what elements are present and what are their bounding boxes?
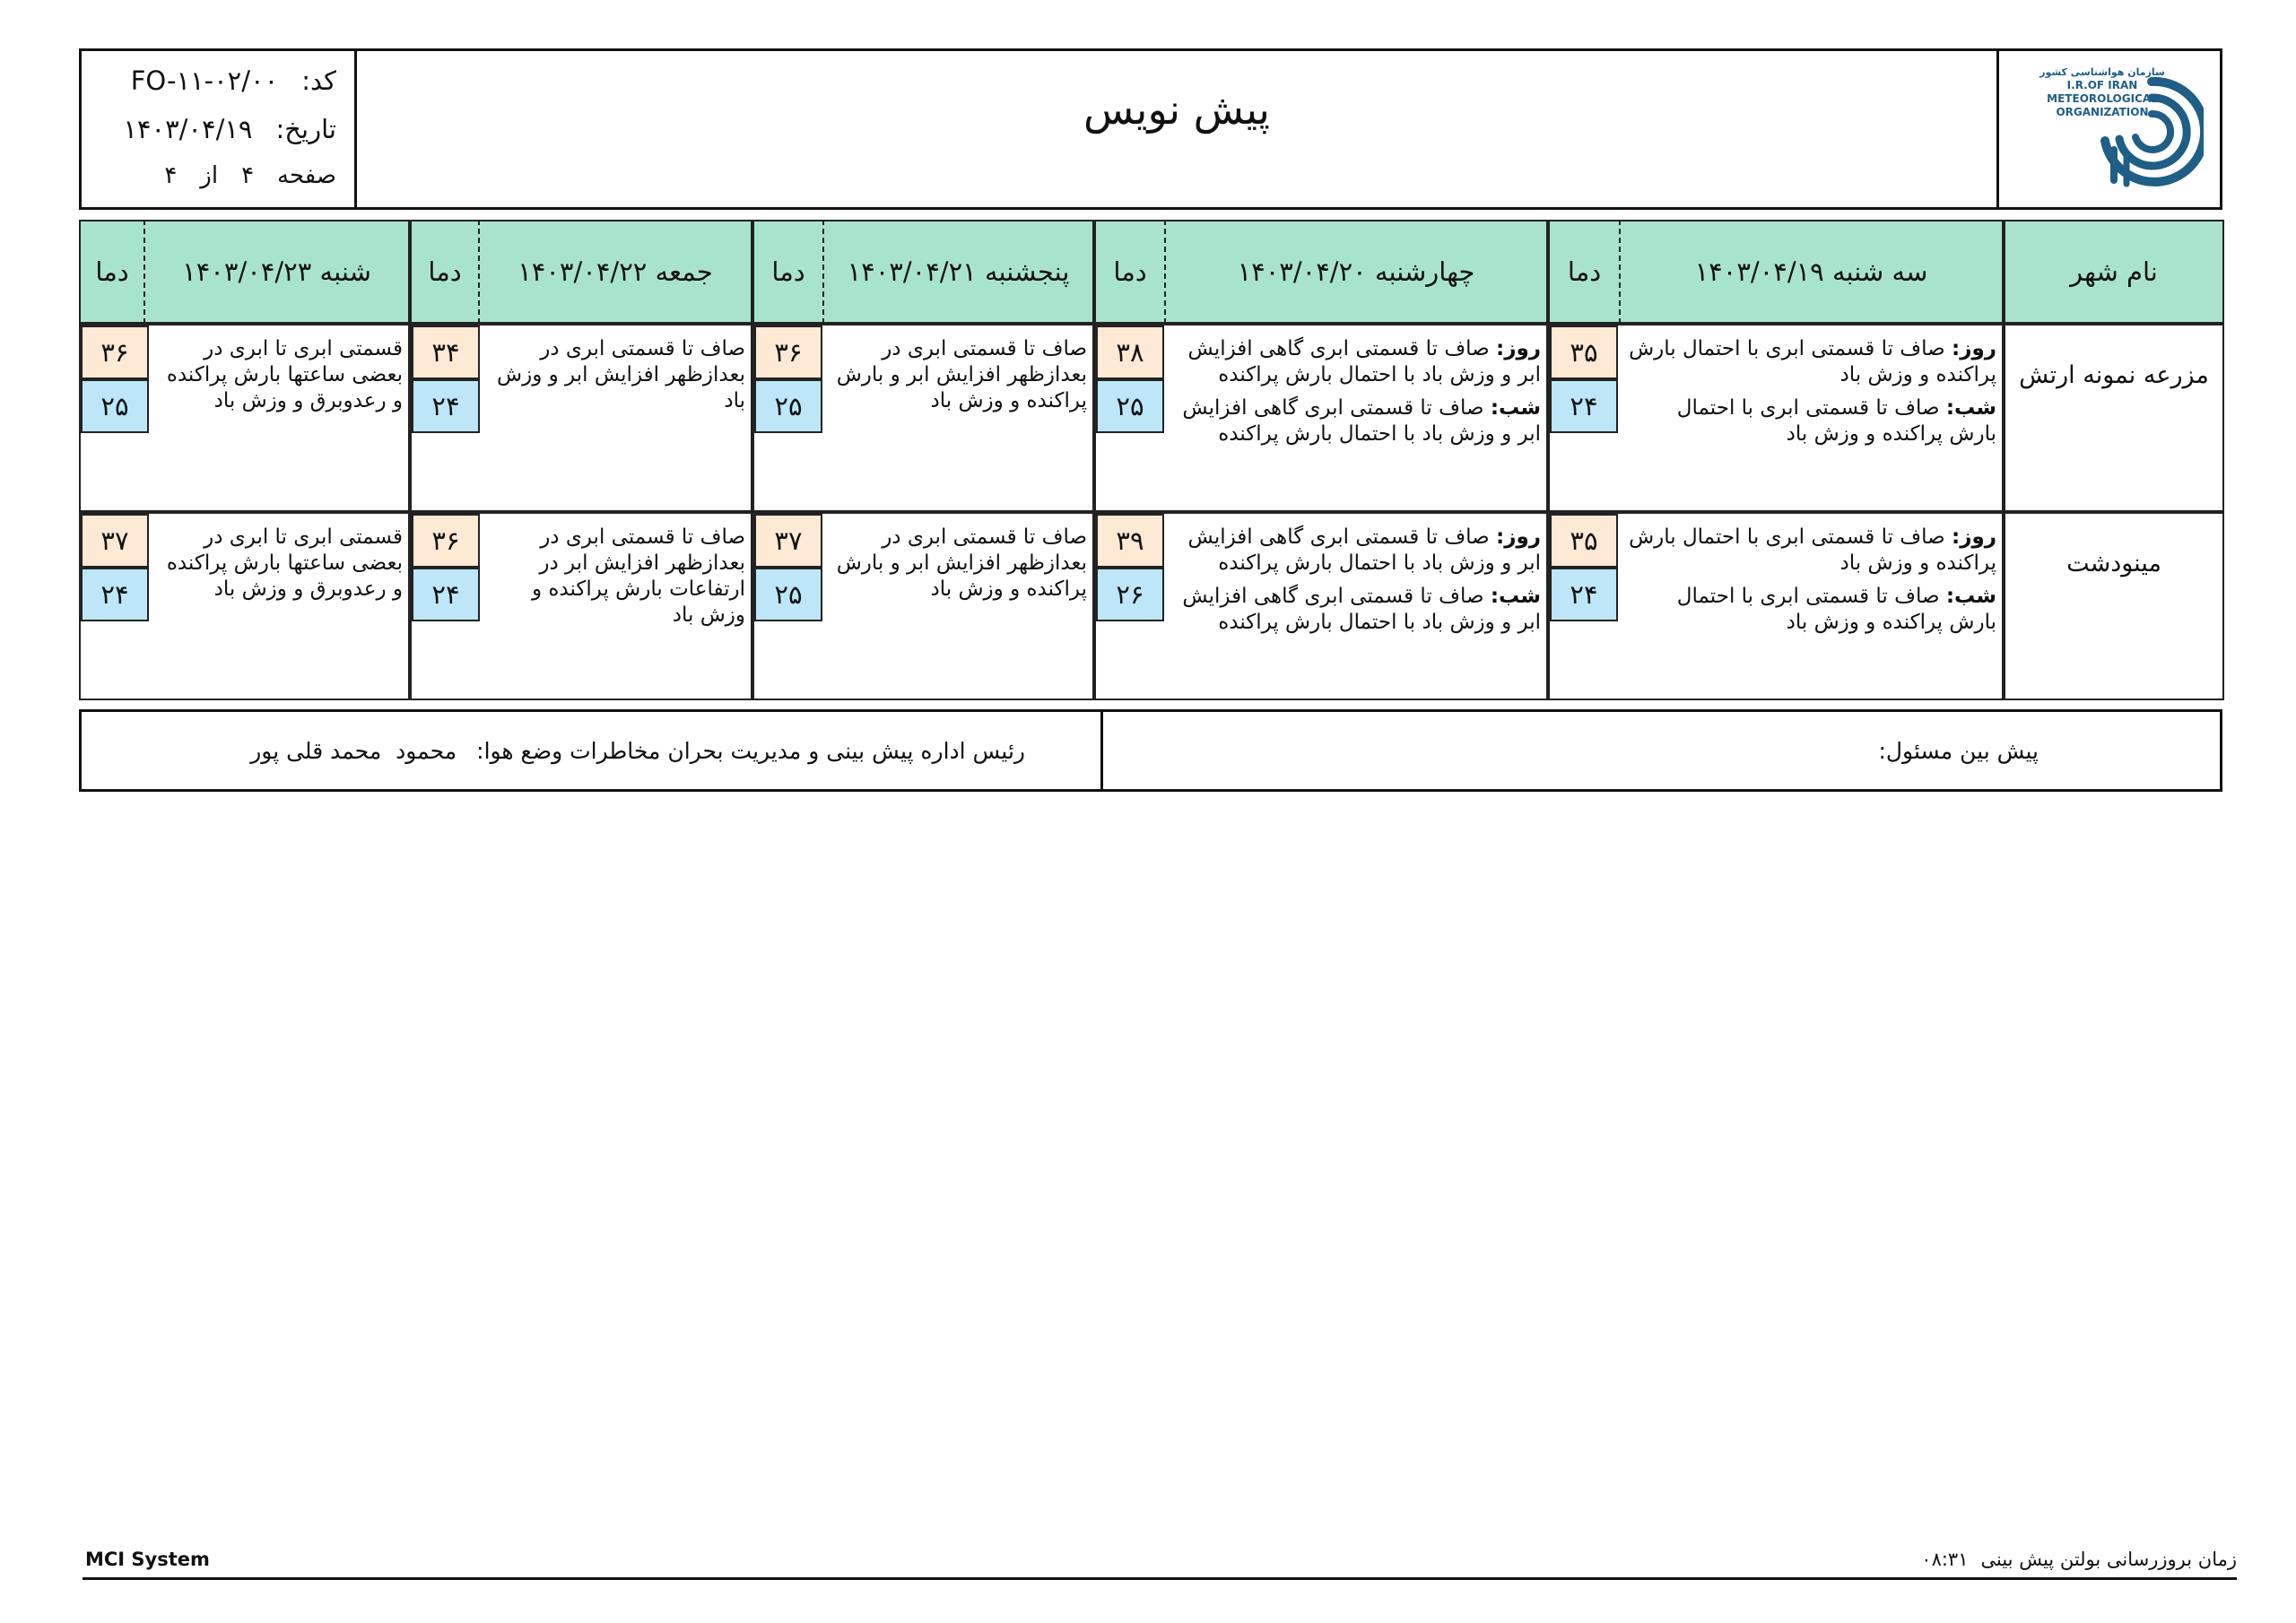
- max-temp: ۳۵: [1550, 514, 1618, 568]
- night-forecast-text: صاف تا قسمتی ابری با احتمال بارش پراکنده و وزش باد: [1676, 585, 1996, 634]
- day-forecast: [1171, 336, 1541, 388]
- head-name: محمود محمد قلی پور: [250, 737, 457, 764]
- update-label: زمان بروزرسانی بولتن پیش بینی: [1980, 1549, 2237, 1570]
- page-label: صفحه: [277, 162, 336, 189]
- temp-header-3: دما: [752, 220, 822, 324]
- code-value: FO-۱۱-۰۲/۰۰: [130, 65, 279, 96]
- footer-divider: [83, 1577, 2237, 1580]
- forecast-cell: [752, 324, 1094, 512]
- min-temp: ۲۴: [412, 379, 480, 433]
- date-row: [123, 114, 336, 144]
- day-header-1: سه شنبه ۱۴۰۳/۰۴/۱۹: [1619, 220, 2004, 324]
- min-temp: ۲۵: [754, 379, 822, 433]
- day-forecast-text: صاف تا قسمتی ابری گاهی افزایش ابر و وزش باد با احتمال بارش پراکنده: [1187, 337, 1541, 386]
- city-name: مزرعه نمونه ارتش: [2004, 324, 2224, 512]
- min-temp: ۲۶: [1096, 568, 1164, 621]
- day-label: روز:: [1496, 525, 1541, 549]
- logo-text-en-2: METEOROLOGICAL: [2047, 92, 2158, 105]
- forecast-cell: [410, 324, 752, 512]
- min-temp: ۲۴: [412, 568, 480, 621]
- forecast-cell: [79, 512, 410, 700]
- forecast-cell: [79, 324, 410, 512]
- forecast-text: صاف تا قسمتی ابری در بعدازظهر افزایش ابر و وزش باد: [497, 337, 745, 412]
- max-temp: ۳۸: [1096, 325, 1164, 379]
- signature-divider: [1100, 712, 1103, 789]
- day-header-4: جمعه ۱۴۰۳/۰۴/۲۲: [478, 220, 752, 324]
- forecast-cell: [1548, 512, 2004, 700]
- date-label: تاریخ:: [275, 114, 336, 144]
- forecast-cell: [1548, 324, 2004, 512]
- page-title: پیش نویس: [1083, 85, 1270, 134]
- forecast-table: [79, 220, 2224, 700]
- min-temp: ۲۴: [1550, 379, 1618, 433]
- night-forecast: [1625, 584, 1996, 636]
- date-value: ۱۴۰۳/۰۴/۱۹: [123, 114, 253, 144]
- day-forecast: [1625, 525, 1996, 577]
- night-forecast: [1171, 395, 1541, 447]
- max-temp: ۳۶: [754, 325, 822, 379]
- day-forecast-text: صاف تا قسمتی ابری با احتمال بارش پراکنده و وزش باد: [1629, 525, 1996, 575]
- footer-system-name: MCI System: [85, 1549, 210, 1570]
- temp-header-5: دما: [79, 220, 144, 324]
- temp-header-1: دما: [1548, 220, 1619, 324]
- day-label: روز:: [1952, 337, 1996, 360]
- night-forecast: [1171, 584, 1541, 636]
- page-of: از: [200, 162, 219, 189]
- min-temp: ۲۵: [81, 379, 149, 433]
- forecaster-field: [1099, 712, 2220, 789]
- head-label: رئیس اداره پیش بینی و مدیریت بحران مخاطرات وضع هوا:: [476, 737, 1025, 764]
- forecaster-label: پیش بین مسئول:: [1878, 737, 2039, 764]
- min-temp: ۲۵: [1096, 379, 1164, 433]
- forecast-text: صاف تا قسمتی ابری در بعدازظهر افزایش ابر و بارش پراکنده و وزش باد: [836, 337, 1087, 412]
- page-total: ۴: [164, 162, 178, 189]
- day-header-2: چهارشنبه ۱۴۰۳/۰۴/۲۰: [1164, 220, 1548, 324]
- document-header: [79, 48, 2222, 210]
- night-label: شب:: [1945, 585, 1996, 608]
- max-temp: ۳۹: [1096, 514, 1164, 568]
- city-name: مینودشت: [2004, 512, 2224, 700]
- forecast-text: صاف تا قسمتی ابری در بعدازظهر افزایش ابر در ارتفاعات بارش پراکنده و وزش باد: [531, 525, 745, 627]
- day-forecast-text: صاف تا قسمتی ابری با احتمال بارش پراکنده و وزش باد: [1629, 337, 1996, 386]
- day-header-5: شنبه ۱۴۰۳/۰۴/۲۳: [144, 220, 410, 324]
- day-forecast: [1625, 336, 1996, 388]
- update-time: ۰۸:۳۱: [1921, 1549, 1969, 1570]
- signature-box: [79, 709, 2222, 792]
- max-temp: ۳۴: [412, 325, 480, 379]
- forecast-text: صاف تا قسمتی ابری در بعدازظهر افزایش ابر و بارش پراکنده و وزش باد: [836, 525, 1087, 601]
- night-label: شب:: [1490, 396, 1541, 420]
- max-temp: ۳۷: [754, 514, 822, 568]
- night-forecast: [1625, 395, 1996, 447]
- max-temp: ۳۶: [81, 325, 149, 379]
- max-temp: ۳۶: [412, 514, 480, 568]
- page-current: ۴: [241, 162, 255, 189]
- min-temp: ۲۴: [81, 568, 149, 621]
- head-field: [82, 712, 1100, 789]
- logo-text-en-3: ORGANIZATION: [2056, 106, 2149, 118]
- forecast-text: قسمتی ابری تا ابری در بعضی ساعتها بارش پراکنده و رعدوبرق و وزش باد: [166, 337, 403, 412]
- document-meta: [82, 51, 357, 207]
- temp-header-4: دما: [410, 220, 478, 324]
- page-row: [164, 162, 336, 189]
- night-label: شب:: [1945, 396, 1996, 420]
- forecast-cell: [410, 512, 752, 700]
- max-temp: ۳۷: [81, 514, 149, 568]
- forecast-cell: [752, 512, 1094, 700]
- organization-logo: [1996, 51, 2220, 207]
- forecast-cell: [1094, 512, 1548, 700]
- day-label: روز:: [1496, 337, 1541, 360]
- logo-text-fa: سازمان هواشناسی کشور: [2039, 66, 2165, 78]
- night-label: شب:: [1490, 585, 1541, 608]
- city-header: نام شهر: [2004, 220, 2224, 324]
- night-forecast-text: صاف تا قسمتی ابری با احتمال بارش پراکنده و وزش باد: [1676, 396, 1996, 446]
- code-row: [131, 65, 336, 96]
- forecast-cell: [1094, 324, 1548, 512]
- spiral-logo-icon: [2096, 71, 2204, 191]
- logo-text-en-1: I.R.OF IRAN: [2066, 79, 2138, 91]
- temp-header-2: دما: [1094, 220, 1164, 324]
- forecast-text: قسمتی ابری تا ابری در بعضی ساعتها بارش پراکنده و رعدوبرق و وزش باد: [166, 525, 403, 601]
- day-header-3: پنجشنبه ۱۴۰۳/۰۴/۲۱: [822, 220, 1094, 324]
- footer-update-time: [1921, 1549, 2237, 1570]
- day-forecast: [1171, 525, 1541, 577]
- night-forecast-text: صاف تا قسمتی ابری گاهی افزایش ابر و وزش باد با احتمال بارش پراکنده: [1182, 585, 1541, 634]
- night-forecast-text: صاف تا قسمتی ابری گاهی افزایش ابر و وزش باد با احتمال بارش پراکنده: [1182, 396, 1541, 446]
- max-temp: ۳۵: [1550, 325, 1618, 379]
- code-label: کد:: [301, 65, 336, 96]
- day-label: روز:: [1952, 525, 1996, 549]
- day-forecast-text: صاف تا قسمتی ابری گاهی افزایش ابر و وزش باد با احتمال بارش پراکنده: [1187, 525, 1541, 575]
- min-temp: ۲۵: [754, 568, 822, 621]
- min-temp: ۲۴: [1550, 568, 1618, 621]
